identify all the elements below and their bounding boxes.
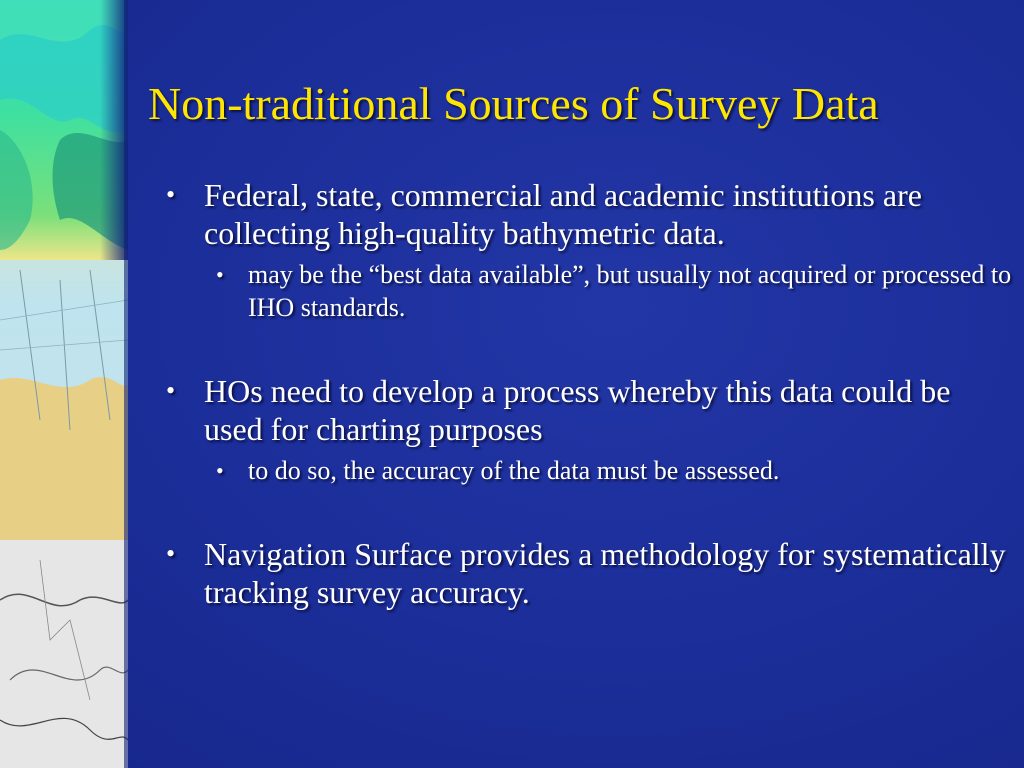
decorative-chart-image-strip bbox=[0, 0, 128, 768]
sub-bullet-text: to do so, the accuracy of the data must be assessed. bbox=[248, 456, 780, 485]
bullet-marker: • bbox=[166, 376, 176, 405]
sub-bullet-marker: • bbox=[216, 458, 224, 483]
sub-bullet-marker: • bbox=[216, 262, 224, 287]
bullet-item bbox=[160, 372, 1016, 448]
sub-bullet-text: may be the “best data available”, but usually not acquired or processed to IHO standards. bbox=[248, 260, 1012, 322]
bullet-text: HOs need to develop a process whereby this data could be used for charting purposes bbox=[204, 373, 951, 447]
bullet-item bbox=[160, 176, 1016, 252]
sub-bullet-item bbox=[160, 454, 1016, 487]
bullet-text: Navigation Surface provides a methodology for systematically tracking survey accuracy. bbox=[204, 536, 1006, 610]
bullet-list bbox=[160, 176, 1016, 611]
bullet-text: Federal, state, commercial and academic institutions are collecting high-quality bathymetric data. bbox=[204, 177, 922, 251]
bullet-marker: • bbox=[166, 180, 176, 209]
sub-bullet-item bbox=[160, 258, 1016, 324]
bullet-item bbox=[160, 535, 1016, 611]
slide-title: Non-traditional Sources of Survey Data bbox=[148, 78, 879, 129]
bullet-marker: • bbox=[166, 539, 176, 568]
